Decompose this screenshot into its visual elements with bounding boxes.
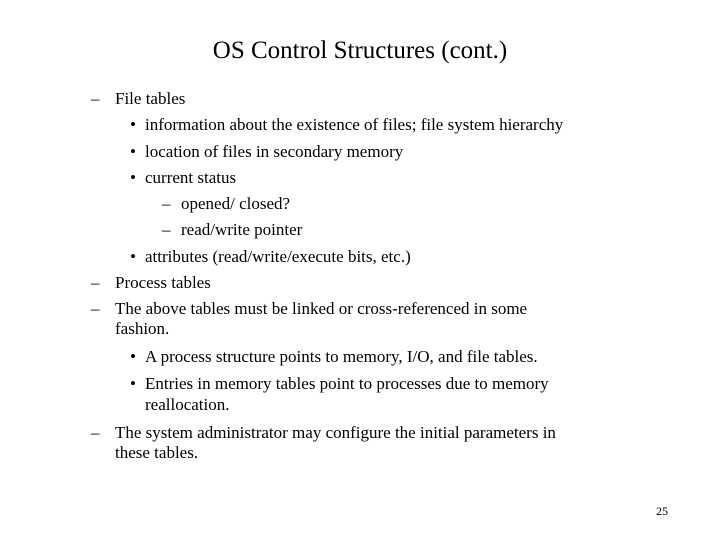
dash-marker: – — [162, 194, 171, 213]
level2-item-attributes: attributes (read/write/execute bits, etc.) — [145, 247, 411, 266]
level1-item-admin-config: The system administrator may configure the initial parameters in — [115, 423, 556, 442]
level1-item-file-tables: File tables — [115, 89, 186, 108]
dash-marker: – — [91, 273, 100, 292]
level1-item-linked-tables-cont: fashion. — [115, 319, 170, 338]
level1-item-admin-config-cont: these tables. — [115, 443, 199, 462]
level2-item-process-structure: A process structure points to memory, I/O, and file tables. — [145, 347, 538, 366]
dash-marker: – — [162, 220, 171, 239]
level2-item-memory-entries: Entries in memory tables point to processes due to memory — [145, 374, 549, 393]
bullet-marker: • — [130, 115, 136, 134]
level2-item-current-status: current status — [145, 168, 237, 187]
level3-item-opened-closed: opened/ closed? — [181, 194, 291, 213]
dash-marker: – — [91, 299, 100, 318]
bullet-marker: • — [130, 247, 136, 266]
bullet-marker: • — [130, 168, 136, 187]
level1-item-linked-tables: The above tables must be linked or cross-referenced in some — [115, 299, 528, 318]
bullet-marker: • — [130, 347, 136, 366]
page-number: 25 — [656, 504, 668, 518]
level2-item-file-location: location of files in secondary memory — [145, 142, 404, 161]
dash-marker: – — [91, 89, 100, 108]
bullet-marker: • — [130, 374, 136, 393]
level1-item-process-tables: Process tables — [115, 273, 211, 292]
level2-item-memory-entries-cont: reallocation. — [145, 395, 230, 414]
bullet-marker: • — [130, 142, 136, 161]
level3-item-rw-pointer: read/write pointer — [181, 220, 303, 239]
dash-marker: – — [91, 423, 100, 442]
slide-title: OS Control Structures (cont.) — [212, 37, 508, 64]
level2-item-file-info: information about the existence of files; file system hierarchy — [145, 115, 564, 134]
